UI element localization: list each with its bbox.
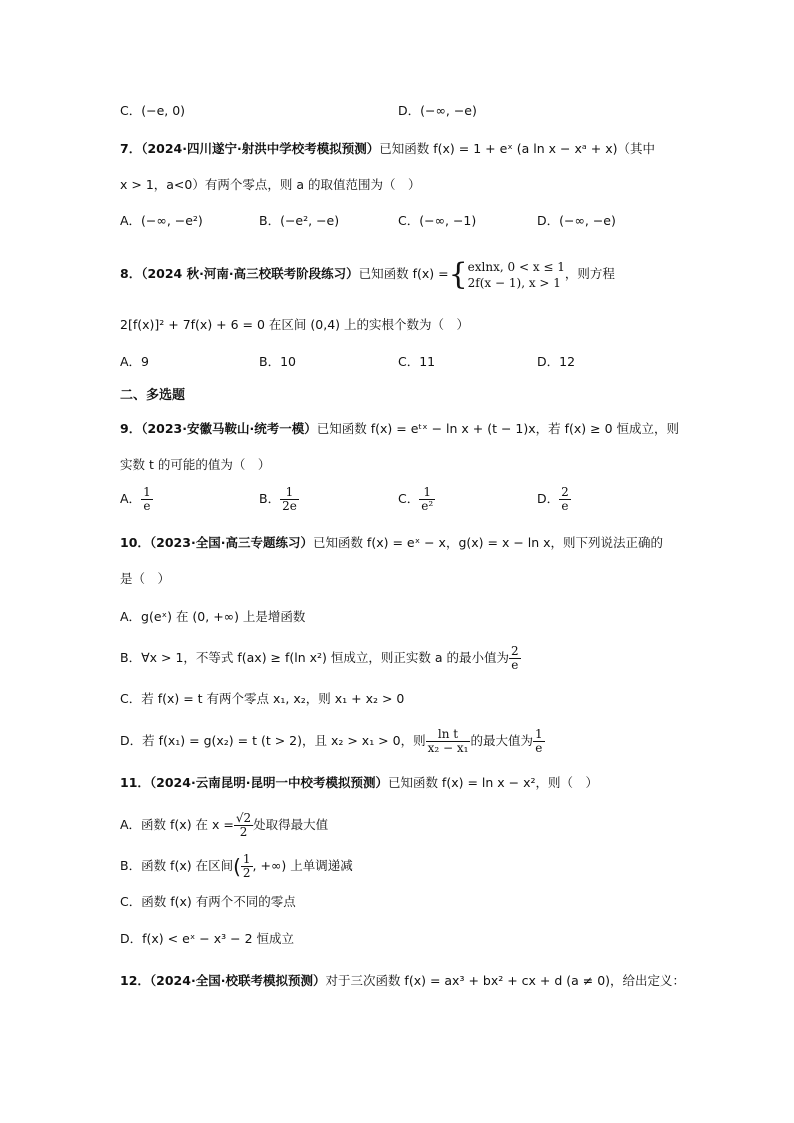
- q10-stem-line1: [120, 532, 663, 554]
- q10-option-b-fraction: $\frac{2}{e}$: [511, 644, 519, 672]
- q8-stem-line1: [120, 258, 615, 291]
- q10-option-d-fraction2: $\frac{1}{e}$: [534, 727, 543, 755]
- q10-option-b: [120, 645, 521, 672]
- q11-stem: [120, 772, 598, 794]
- q9-option-c-fraction: $\frac{1}{\text{e²}}$: [421, 485, 434, 513]
- q9-stem1: 已知函数 f(x) = eᵗˣ − ln x + (t − 1)x，若 f(x) ≥ 0 恒成立，则: [316, 421, 680, 436]
- q9-option-a: [120, 486, 153, 513]
- q8-source: （2024 秋·河南·高三校联考阶段练习）: [141, 266, 359, 281]
- q12-number: 12．: [120, 973, 150, 988]
- q12-stem: [120, 970, 685, 992]
- q10-option-d-text: D．若 f(x₁) = g(x₂) = t (t > 2)，且 x₂ > x₁ > 0，则: [120, 733, 426, 748]
- q8-option-b: B．10: [259, 354, 296, 369]
- q9-option-a-label: A．: [120, 491, 142, 506]
- section-title-multi-choice: 二、多选题: [120, 388, 186, 403]
- q10-stem1: 已知函数 f(x) = eˣ − x，g(x) = x − ln x，则下列说法正确的: [312, 535, 664, 550]
- q7-number: 7．: [120, 141, 142, 156]
- q10-source: （2023·全国·高三专题练习）: [149, 535, 313, 550]
- q7-stem-line2: x > 1，a<0）有两个零点，则 a 的取值范围为（ ）: [120, 177, 421, 192]
- q11-option-b: [120, 853, 353, 880]
- q11-option-a-pre: A．函数 f(x) 在 x =: [120, 817, 234, 832]
- q7-stem-line1: [120, 138, 655, 160]
- q10-option-c: C．若 f(x) = t 有两个零点 x₁, x₂，则 x₁ + x₂ > 0: [120, 691, 405, 706]
- q9-option-a-fraction: $\frac{1}{e}$: [143, 485, 151, 513]
- q8-stem-post: ，则方程: [564, 266, 615, 281]
- q8-option-a: A．9: [120, 354, 150, 369]
- q9-stem-line1: [120, 418, 679, 440]
- q9-stem-line2: 实数 t 的可能的值为（ ）: [120, 457, 271, 472]
- q10-option-b-text: B．∀x > 1，不等式 f(ax) ≥ f(ln x²) 恒成立，则正实数 a 的最小值为: [120, 650, 510, 665]
- q12-stem-text: 对于三次函数 f(x) = ax³ + bx² + cx + d (a ≠ 0)，给出定义：: [325, 973, 686, 988]
- q6-option-d: D．(−∞, −e): [398, 103, 477, 118]
- q7-stem1: 已知函数 f(x) = 1 + eˣ (a ln x − xᵃ + x)（其中: [379, 141, 655, 156]
- q8-case2: 2f(x − 1), x > 1: [467, 275, 561, 290]
- q10-number: 10．: [120, 535, 150, 550]
- q11-option-b-fraction: $\frac{1}{2}$: [242, 852, 251, 880]
- q9-number: 9．: [120, 421, 142, 436]
- q9-option-d-fraction: $\frac{2}{e}$: [561, 485, 569, 513]
- q8-option-d: D．12: [537, 354, 576, 369]
- q10-option-d-mid: 的最大值为: [470, 733, 533, 748]
- q7-source: （2024·四川遂宁·射洪中学校考模拟预测）: [141, 141, 380, 156]
- q9-option-d: [537, 486, 571, 513]
- q11-option-b-post: , +∞) 上单调递减: [252, 858, 353, 873]
- q9-option-b: [259, 486, 299, 513]
- q7-option-b: B．(−e², −e): [259, 213, 340, 228]
- q10-option-a: A．g(eˣ) 在 (0, +∞) 上是增函数: [120, 609, 306, 624]
- q10-option-d-fraction1: $\frac{\text{ln t}}{\text{x₂ − x₁}}$: [427, 727, 469, 755]
- q7-option-a: A．(−∞, −e²): [120, 213, 203, 228]
- q8-brace-icon: {: [448, 256, 468, 292]
- q11-number: 11．: [120, 775, 150, 790]
- q11-paren-icon: (: [233, 854, 241, 879]
- q11-option-a-post: 处取得最大值: [253, 817, 329, 832]
- q6-option-c: C．(−e, 0): [120, 103, 186, 118]
- q11-option-a: [120, 812, 328, 839]
- q11-option-b-pre: B．函数 f(x) 在区间: [120, 858, 234, 873]
- q9-option-c: [398, 486, 435, 513]
- q10-stem-line2: 是（ ）: [120, 571, 171, 586]
- q11-option-c: C．函数 f(x) 有两个不同的零点: [120, 894, 296, 909]
- q9-option-d-label: D．: [537, 491, 560, 506]
- q11-source: （2024·云南昆明·昆明一中校考模拟预测）: [149, 775, 388, 790]
- q11-stem-text: 已知函数 f(x) = ln x − x²，则（ ）: [387, 775, 598, 790]
- q11-option-a-fraction: $\frac{√2}{2}$: [235, 811, 252, 839]
- q8-number: 8．: [120, 266, 142, 281]
- q11-option-d: D．f(x) < eˣ − x³ − 2 恒成立: [120, 931, 295, 946]
- q8-option-c: C．11: [398, 354, 436, 369]
- q8-case1: exlnx, 0 < x ≤ 1: [467, 259, 565, 274]
- q9-option-b-fraction: $\frac{1}{2e}$: [282, 485, 297, 513]
- q10-option-d: [120, 728, 545, 755]
- q8-piecewise: [468, 259, 565, 291]
- q9-source: （2023·安徽马鞍山·统考一模）: [141, 421, 317, 436]
- q9-option-c-label: C．: [398, 491, 420, 506]
- q7-option-d: D．(−∞, −e): [537, 213, 616, 228]
- q7-option-c: C．(−∞, −1): [398, 213, 477, 228]
- q8-stem-pre: 已知函数 f(x) =: [358, 266, 449, 281]
- q12-source: （2024·全国·校联考模拟预测）: [149, 973, 326, 988]
- q8-stem-line2: 2[f(x)]² + 7f(x) + 6 = 0 在区间 (0,4) 上的实根个数为（ ）: [120, 317, 469, 332]
- q9-option-b-label: B．: [259, 491, 281, 506]
